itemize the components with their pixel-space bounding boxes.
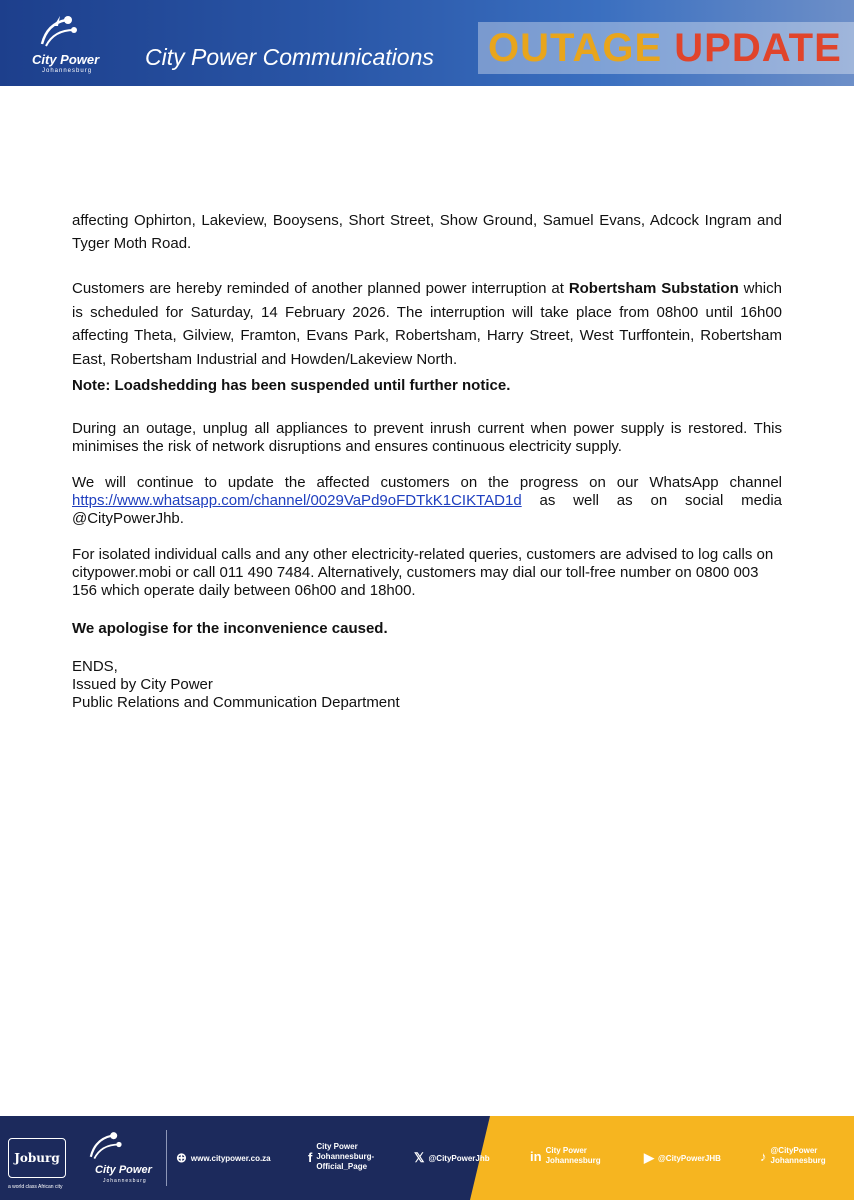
loadshedding-note: Note: Loadshedding has been suspended until further notice. (72, 377, 511, 394)
issued-by: Issued by City Power (72, 676, 213, 693)
header-banner (0, 0, 854, 86)
communications-title: City Power Communications (145, 44, 434, 70)
city-power-logo (14, 14, 124, 76)
logo-subtitle: Johannesburg (42, 68, 93, 74)
city-power-logo-icon (32, 14, 82, 54)
outage-advice: During an outage, unplug all appliances to prevent inrush current when power supply is restored. This minimises the risk of network disruptions and ensures continuous electricity supply. (72, 419, 782, 455)
linkedin-line-2: Johannesburg (545, 1156, 601, 1165)
footer-divider (166, 1130, 167, 1186)
substation-name: Robertsham Substation (568, 280, 739, 297)
footer-facebook[interactable] (308, 1142, 374, 1172)
apology: We apologise for the inconvenience caused. (72, 619, 388, 637)
update-intro: We will continue to update the affected customers on the progress on our WhatsApp channel (72, 473, 782, 491)
joburg-logo: Joburg (8, 1138, 66, 1178)
outage-update-title (488, 26, 842, 70)
notice-intro: Customers are hereby reminded of another planned power interruption at (72, 280, 569, 297)
press-release-body (72, 210, 782, 712)
tiktok-line-1: @CityPower (770, 1146, 818, 1155)
continued-affected-areas: affecting Ophirton, Lakeview, Booysens, Short Street, Show Ground, Samuel Evans, Adcock Ingram and Tyger Moth Road. (72, 212, 782, 252)
linkedin-line-1: City Power (545, 1146, 587, 1155)
globe-icon: ⊕ (176, 1150, 187, 1165)
youtube-icon: ▶ (644, 1150, 654, 1165)
update-social: as well as on social media @CityPowerJhb. (72, 491, 782, 527)
facebook-line-1: City Power (316, 1142, 358, 1151)
outage-word: OUTAGE (488, 26, 663, 70)
footer-banner (0, 1116, 854, 1200)
footer-website[interactable] (176, 1150, 271, 1166)
footer-tiktok[interactable] (760, 1146, 826, 1166)
footer-youtube[interactable] (644, 1150, 721, 1166)
website-text: www.citypower.co.za (190, 1153, 271, 1163)
queries-info: For isolated individual calls and any other electricity-related queries, customers are advised to log calls on citypower.mobi or call 011 490 7484. Alternatively, customers may dial our toll-free number on 0800 003 156 which operate daily between 06h00 and 18h00. (72, 545, 774, 599)
update-channels (72, 474, 782, 528)
update-word: UPDATE (674, 26, 842, 70)
x-handle: @CityPowerJhb (428, 1153, 490, 1163)
facebook-text (316, 1142, 374, 1172)
facebook-icon: f (308, 1149, 313, 1165)
logo-name: City Power (32, 52, 100, 67)
ends-line: ENDS, (72, 658, 118, 675)
footer-linkedin[interactable] (530, 1146, 601, 1166)
footer-logo-subtitle: Johannesburg (103, 1178, 147, 1184)
tiktok-line-2: Johannesburg (770, 1156, 826, 1165)
notice-details: which is scheduled for Saturday, 14 February 2026. The interruption will take place from 08h00 until 16h00 affecting Theta, Gilview, Framton, Evans Park, Robertsham, Harry Street, West Turffontein, Robertsham East, Robertsham Industrial and Howden/Lakeview North. (72, 280, 782, 368)
footer-logo-name: City Power (95, 1164, 152, 1176)
x-icon: 𝕏 (414, 1150, 425, 1165)
linkedin-icon: in (530, 1148, 542, 1164)
facebook-line-2: Johannesburg- (316, 1152, 375, 1161)
tiktok-text (771, 1146, 826, 1166)
facebook-line-3: Official_Page (316, 1162, 368, 1171)
planned-interruption-notice (72, 277, 782, 371)
footer-x[interactable] (414, 1150, 490, 1166)
department: Public Relations and Communication Department (72, 694, 400, 711)
joburg-tagline: a world class African city (8, 1184, 63, 1190)
footer-city-power-logo-icon (82, 1130, 126, 1166)
linkedin-text (546, 1146, 601, 1166)
youtube-handle: @CityPowerJHB (658, 1153, 721, 1163)
tiktok-icon: ♪ (760, 1148, 767, 1164)
whatsapp-channel-link[interactable]: https://www.whatsapp.com/channel/0029VaPd9oFDTkK1CIKTAD1d (72, 491, 522, 509)
